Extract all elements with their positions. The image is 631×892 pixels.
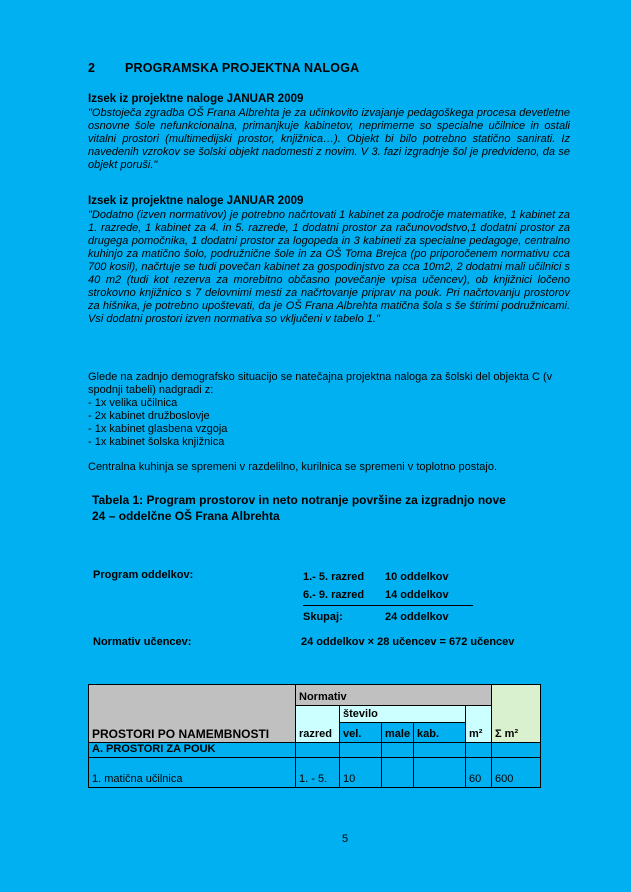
normativ-value: 24 oddelkov × 28 učencev = 672 učencev: [301, 636, 515, 648]
header-stevilo: število: [340, 706, 466, 723]
program-row-range: 1.- 5. razred: [303, 571, 365, 583]
table-caption-line2: 24 – oddelčne OŠ Frana Albrehta: [92, 509, 280, 523]
upgrade-note-intro: Glede na zadnjo demografsko situacijo se natečajna projektna naloga za šolski del objekta C (v spodnji tabeli) nadgradi z:: [88, 371, 553, 396]
upgrade-note-item: - 1x kabinet šolska knjižnica: [88, 436, 225, 448]
program-row: [303, 587, 473, 606]
excerpt2-body: "Dodatno (izven normativov) je potrebno načrtovati 1 kabinet za področje matematike, 1 kabinet za 1. razrede, 1 kabinet za 4. in 5. razrede, 1 dodatni prostor za računovodstvo,1 dodatni prostor za drugega pomočnika, 1 dodatni prostor za logopeda in 3 kabineti za specialne pedagoge, centralno kuhinjo za matično šolo, podružnične šole in za OŠ Toma Brejca (po priporočenem normativu cca 700 kosil), načrtuje se tudi povečan kabinet za gospodinjstvo za cca 10m2, 2 dodatni mali učilnici s 40 m2 (tudi kot rezerva za morebitno občasno povečanje vpisa učencev), ob knjižnici ločeno strokovno knjižnico s 7 delovnimi mesti za načrtovanje priprav na pouk. Pri načrtovanju prostorov za hišnika, je potrebno upoštevati, da je OŠ Frana Albrehta matična šola s še štirimi podružnicami. Vsi dodatni prostori izven normativa so vključeni v tabelo 1.": [88, 209, 570, 325]
program-prostorov-table: [88, 684, 541, 788]
program-total-row: [303, 609, 473, 627]
program-row-range: 6.- 9. razred: [303, 589, 365, 601]
table-row: [89, 758, 541, 788]
row-name: 1. matična učilnica: [89, 758, 296, 788]
program-row-count: 14 oddelkov: [385, 589, 449, 601]
normativ-label: Normativ učencev:: [93, 636, 192, 648]
row-male: [382, 758, 414, 788]
row-kab: [414, 758, 466, 788]
table-caption: [92, 492, 574, 524]
program-label: Program oddelkov:: [93, 569, 194, 581]
table-caption-line1: Tabela 1: Program prostorov in neto notranje površine za izgradnjo nove: [92, 493, 506, 507]
program-row: [303, 569, 473, 587]
header-vel: vel.: [340, 723, 382, 743]
header-prostori-po-namembnosti: PROSTORI PO NAMEMBNOSTI: [89, 685, 296, 743]
upgrade-note-item: - 1x kabinet glasbena vzgoja: [88, 423, 228, 435]
section-row-cell: [340, 743, 382, 758]
header-sum-m2: Σ m²: [492, 685, 541, 743]
header-razred: razred: [296, 706, 340, 743]
kitchen-note: Centralna kuhinja se spremeni v razdelilno, kurilnica se spremeni v toplotno postajo.: [88, 461, 498, 473]
program-total-count: 24 oddelkov: [385, 611, 449, 623]
section-row-cell: [296, 743, 340, 758]
excerpt1-body: "Obstoječa zgradba OŠ Frana Albrehta je za učinkovito izvajanje pedagoškega procesa devetletne osnovne šole nefunkcionalna, primanjkuje kabinetov, neprimerne so specialne učilnice in ostali vitalni prostori (multimedijski prostor, knjižnica…). Objekt bi bilo potrebno statično sanirati. Iz navedenih vzrokov se šolski objekt nadomesti z novim. V 3. fazi izgradnje šol je predvideno, da se objekt poruši.": [88, 107, 570, 171]
page-number: 5: [341, 833, 349, 845]
upgrade-note-item: - 1x velika učilnica: [88, 397, 178, 409]
header-m2: m²: [466, 706, 492, 743]
section-row-cell: [382, 743, 414, 758]
excerpt2-heading: Izsek iz projektne naloge JANUAR 2009: [88, 195, 304, 207]
program-total-label: Skupaj:: [303, 611, 343, 623]
section-row-cell: [466, 743, 492, 758]
section-row-cell: [414, 743, 466, 758]
section-heading: [88, 61, 359, 75]
program-rows: [303, 569, 473, 627]
upgrade-note: [88, 371, 570, 449]
normativ-ucencev: [93, 636, 575, 648]
row-vel: 10: [340, 758, 382, 788]
header-normativ: Normativ: [296, 685, 492, 706]
header-kab: kab.: [414, 723, 466, 743]
row-m2: 60: [466, 758, 492, 788]
program-row-count: 10 oddelkov: [385, 571, 449, 583]
section-row-cell: [492, 743, 541, 758]
section-title: PROGRAMSKA PROJEKTNA NALOGA: [125, 61, 360, 75]
row-sum: 600: [492, 758, 541, 788]
upgrade-note-item: - 2x kabinet družboslovje: [88, 410, 210, 422]
row-razred: 1. - 5.: [296, 758, 340, 788]
excerpt1-heading: Izsek iz projektne naloge JANUAR 2009: [88, 93, 304, 105]
header-male: male: [382, 723, 414, 743]
section-number: 2: [88, 61, 96, 75]
section-row-label: A. PROSTORI ZA POUK: [89, 743, 296, 758]
